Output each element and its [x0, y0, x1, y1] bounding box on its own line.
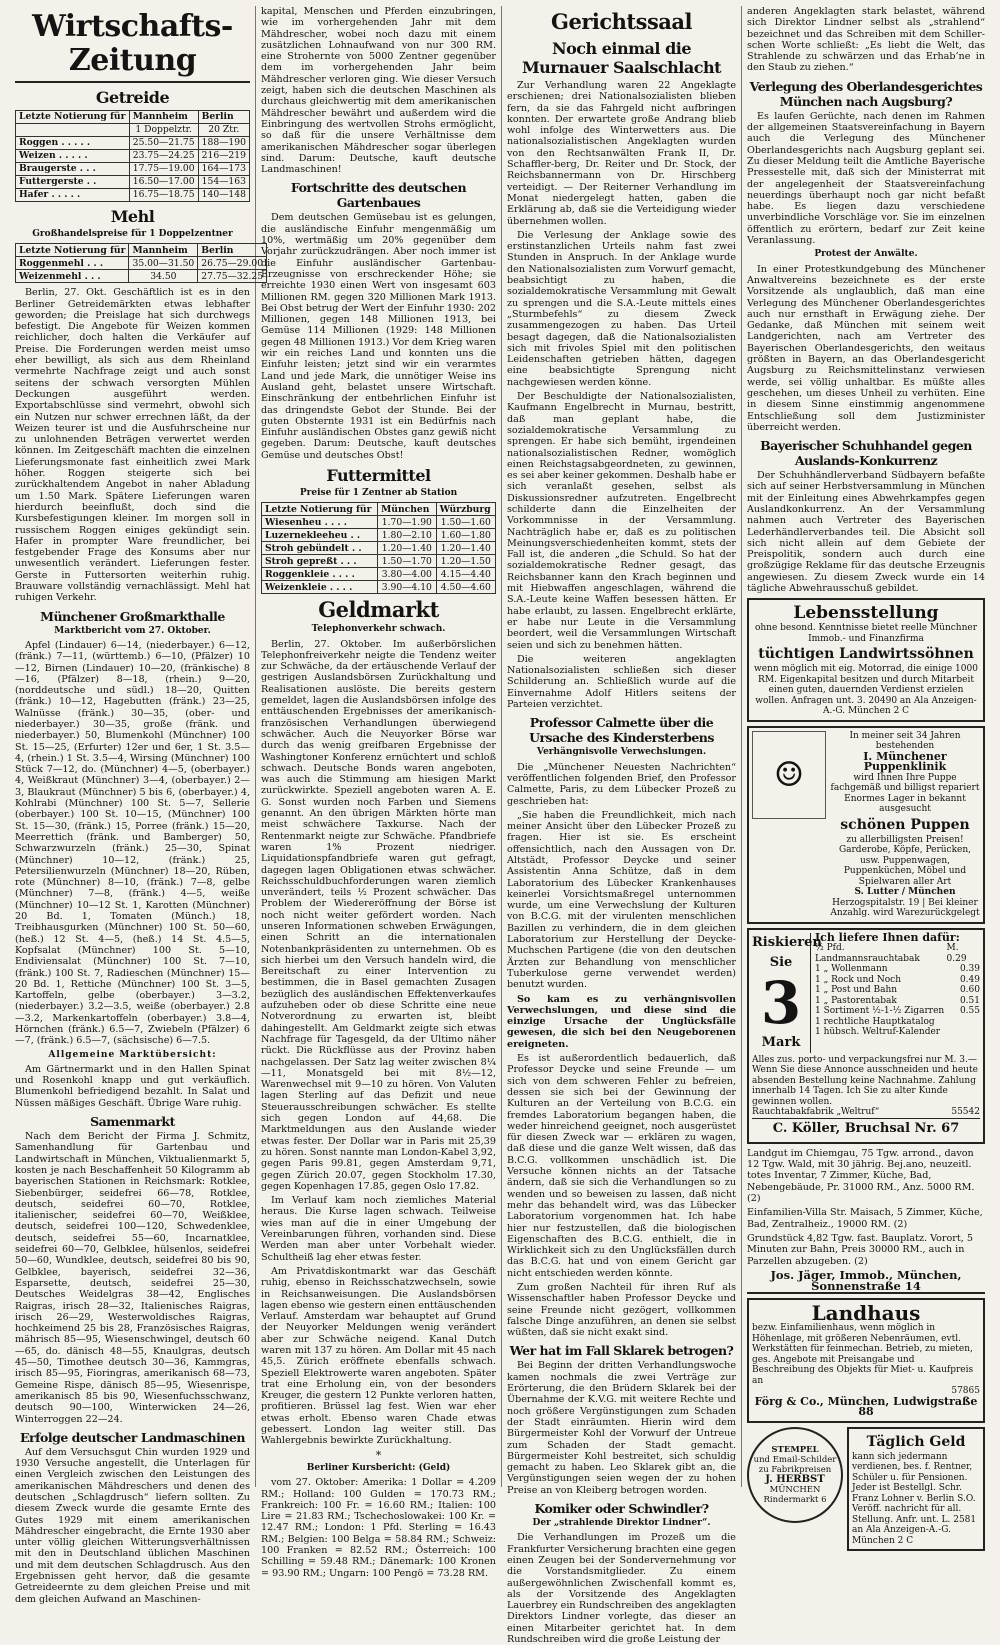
- oberlandesgericht-heading: Verlegung des Oberlandesgerichtes München nach Augsburg?: [749, 78, 983, 109]
- lindner-text: Die Verhandlungen im Prozeß um die Frankfurter Versicherung brachten eine gegen einen Zeugen bei der Sondervernehmung vor die Vorstandsmitglieder. Zu einem außergewöhnlichen Zwischenfall kommt es, als der Vorsitzende des Angeklagten Lauerbrey ein Rundschreiben des angeklagten Direktors Lindner vorlegte, das dieser an einen Mitarbeiter gerichtet hat. In dem Rundschreiben wird die große Leistung der: [507, 1532, 736, 1645]
- ad-left-1: Riskieren: [752, 934, 822, 950]
- list-item: 1 Sortiment ½-1-½ Zigarren 0.55: [815, 1006, 980, 1017]
- ad-firm: Förg & Co., München, Ludwigstraße 88: [754, 1394, 978, 1419]
- column-4: [742, 6, 990, 1546]
- mehl-subheading: Großhandelspreise für 1 Doppelzentner: [32, 229, 233, 239]
- column-2: [256, 6, 502, 1579]
- lindner-subheading: Der „strahlende Direktor Lindner“.: [532, 1518, 711, 1529]
- list-item: ½ Pfd. Landmannsrauchtabak M. 0.29: [815, 943, 967, 964]
- calmette-text-5: Zum großen Nachteil für ihren Ruf als Wissenschaftler haben Professor Deycke und seine Freunde nicht gezögert, vollkommen falsche Dinge anzuführen, an denen sie selbst wüßten, daß sie nicht exakt sind.: [507, 1281, 736, 1339]
- getreide-table: [15, 110, 250, 202]
- table-row: Luzerneklееheu . . 1.80—2.10 1.60—1.80: [262, 529, 496, 542]
- list-item: 1 rechtliche Hauptkatalog: [815, 1016, 935, 1027]
- ad-line: zu allerbilligsten Preisen! Garderobe, Köpfe, Perücken, usw. Puppenwagen, Puppenküchen, Möbel und Spielwaren aller Art: [838, 834, 972, 887]
- ad-top: In meiner seit 34 Jahren bestehenden: [849, 730, 961, 752]
- geldmarkt-text-2: Im Verlauf kam noch ziemliches Material heraus. Die Kurse lagen schwach. Teilweise wies man auf die in einer Umgebung der Vereinbarungen führen, vorhanden sind. Diese Werden man aber unter Vorbehalt wieder. Schultheiß lag eher etwas fester.: [261, 1195, 496, 1263]
- table-row: Roggenmehl . . . 35.00—31.50 26.75—29.00: [16, 257, 267, 270]
- sklarek-text: Bei Beginn der dritten Verhandlungswoche kamen nochmals die zwei Verträge zur Erörterung, die den Brüdern Sklarek bei der Übernahme der K.V.G. mit weitere Rechte und noch größere Vergünstigungen zum Schaden der Stadt einräumten. Hierin wird dem Bürgermeister Kohl der Vorwurf der Untreue zum Schaden der Stadt gemacht. Bürgermeister Kohl bestreitet, sich schuldig gemacht zu haben. Leo Sklarek gibt an, die Vergünstigungen seien wegen der zu hohen Preise an von Kleiberg betrogen worden.: [507, 1360, 736, 1496]
- calmette-text-2: „Sie haben die Freundlichkeit, mich nach meiner Ansicht über den Lübecker Prozeß zu fragen. Hier ist sie. Es erscheint offensichtlich, nach den Aussagen von Dr. Altstädt, Professor Deycke und seiner Assistentin Anna Schütze, daß in dem Laboratorium des Lübecker Krankenhauses keinerlei Vorsichtsmaßregel unternommen wurde, um eine Verwechslung der Kulturen von B.C.G. mit der virulenten menschlichen Bazillen zu verhindern, die in dem gleichen Laboratorium zur Herstellung der Deycke-Muchschen Partigene (die von den deutschen Ärzten zur Behandlung von menschlicher Tuberkulose gerne verwendet werden) benutzt wurden.: [507, 809, 736, 991]
- table-row: Roggen . . . . . 25.50—21.75 188—190: [16, 137, 250, 150]
- table-row: Stroh gebündelt . . 1.20—1.40 1.20—1.40: [262, 542, 496, 555]
- classified-einfamilienvilla: Einfamilien-Villa Str. Maisach, 5 Zimmer, Küche, Bad, Zentralheiz., 19000 RM. (2): [747, 1207, 983, 1230]
- ad-headline: tüchtigen Landwirtssöhnen: [758, 646, 974, 663]
- calmette-text: Die „Münchener Neuesten Nachrichten“ veröffentlichen folgenden Brief, den Professor Calmette, Paris, zu dem Lübecker Prozeß zu geschrieben hat:: [507, 761, 736, 807]
- protest-title: Protest der Anwälte.: [814, 249, 918, 260]
- divider: [15, 81, 250, 83]
- calmette-subheading: Verhängnisvolle Verwechslungen.: [536, 747, 707, 758]
- list-item: 1 hübsch. Weltruf-Kalender: [815, 1027, 941, 1038]
- table-header: Letzte Notierung für Mannheim Berlin: [16, 111, 250, 124]
- berlin-report: Berlin, 27. Okt. Geschäftlich ist es in den Berliner Getreidemärkten etwas lebhafter geworden; die Preislage hat sich durchwegs befestigt. Die Angebote für Weizen kommen reichlicher, doch halten die Verkäufer auf Preise. Die Forderungen werden meist umso eher bewilligt, als sich aus dem Rheinland vermehrte Nachfrage zeigt und auch sonst seitens der schwach versorgten Mühlen Deckungen ausgeführt werden. Exportabschlüsse sind vermehrt, obwohl sich ein Nutzen nur schwer errechnen läßt, da der Weizen teurer ist und die Ausfuhrscheine nur zu unlohnenden Beträgen verwertet werden können. Im Zeitgeschäft machten die einzelnen Lieferungsmonate fast einheitlich zwei Mark höher. Roggen steigerte sich bei zurückhaltendem Angebot in naher Abladung um 1.50 Mark. Spätere Lieferungen waren hierdurch beeinflußt, doch sind die Kursbefestigungen kleiner. Im morgen soll in russischem Roggen einiges gekündigt sein. Hafer in prompter Ware freundlicher, bei festgebender Frage des Konsums aber nur unwesentlich verändert. Lieferungen fester. Gerste in Futtersorten weiterhin ruhig. Brauware vollständig vernachlässigt. Mehl hat ruhigen Verkehr.: [15, 287, 250, 604]
- murnau-text-3: Der Beschuldigte der Nationalsozialisten, Kaufmann Engelbrecht in Murnau, bestritt, daß man geplant habe, die sozialdemokratische Versammlung zu sprengen. Er habe sich bemüht, irgendeinen nationalsozialistischen Redner, womöglich einen Reichstagsabgeordneten, zu gewinnen, es sei aber keiner gekommen. Deshalb habe er sich veranlaßt gesehen, selbst als Diskussionsredner aufzutreten. Engelbrecht schilderte dann die Einzelheiten der Vorkommnisse in der Versammlung. Nachträglich habe er, daß es zu politischen Meinungsverschiedenheiten kommt, stets der Fall ist, die anderen „die Schuld. So hat der sozialdemokratische Redner gesagt, das Reichsbanner kann den Krach beginnen und mit Hiebwaffen angeschlagen, während die S.A.-Leute keine Waffen besessen hätten. Er habe erlaubt, zu lassen. Engelbrecht erklärte, er habe nur Leute in die Versammlung beordert, weil die Versammlungen Wirtschaft seien und sich zu benehmen hätten.: [507, 391, 736, 651]
- ad-left-4: Mark: [761, 1034, 801, 1050]
- table-row: Weizenmehl . . . 34.50 27.75—32.25: [16, 270, 267, 283]
- ad-puppenklinik: [747, 726, 985, 924]
- ad-body: wenn möglich mit eig. Motorrad, die einige 1000 RM. Eigenkapital besitzen und durch Mitarbeit einen guten, dauernden Verdienst erzielen wollen. Anfragen unt. 3. 20490 an Ala Anzeigen-A.-G. München 2 C: [754, 664, 978, 717]
- kursbericht-title: Berliner Kursbericht: (Geld): [306, 1462, 451, 1473]
- ad-body: bezw. Einfamilienhaus, wenn möglich in Höhenlage, mit größeren Nebenräumen, evtl. Werkstätten für feinmechan. Betrieb, zu mieten, ges. Angebote mit Preisangabe und Beschreibung des Objekts für Miet- u. Kaufpreis an: [752, 1323, 974, 1386]
- ad-title: Täglich Geld: [866, 1433, 966, 1450]
- sklarek-heading: Wer hat im Fall Sklarek betrogen?: [509, 1343, 734, 1359]
- geldmarkt-subheading: Telephonverkehr schwach.: [311, 624, 446, 635]
- geldmarkt-heading: Geldmarkt: [318, 597, 439, 623]
- murnau-title: Noch einmal die Murnauer Saalschlacht: [521, 39, 722, 77]
- masthead: Wirtschafts-Zeitung: [32, 9, 233, 78]
- ad-left-3: 3: [760, 968, 802, 1037]
- ad-small-text: ohne besond. Kenntnisse bietet reelle Münchner Immob.- und Finanzfirma: [754, 623, 978, 644]
- table-row: Weizenkleie . . . . 3.90—4.10 4.50—4.60: [262, 581, 496, 594]
- samenmarkt-heading: Samenmarkt: [90, 1114, 175, 1130]
- column-3: [502, 6, 742, 1645]
- ad-firm: Rauchtabakfabrik „Weltruf“: [752, 1107, 880, 1118]
- stempel-seal-ad: STEMPEL und Email-Schilder zu Fabrikpreisen J. HERBST MÜNCHEN Rindermarkt 6: [747, 1427, 843, 1523]
- mehl-heading: Mehl: [110, 207, 155, 226]
- ad-riskieren: [747, 928, 985, 1144]
- ad-footer: Alles zus. porto- und verpackungsfrei nur M. 3.— Wenn Sie diese Annonce ausschneiden und heute absenden Bestellung keine Nachnahme. Zahlung innerhalb 14 Tagen. Ich Sie zu alter Kunde gewinnen wollen.: [752, 1054, 978, 1107]
- geldmarkt-text-3: Am Privatdiskontmarkt war das Geschäft ruhig, ebenso in Reichsschatzwechseln, sowie in Reichsanweisungen. Die Auslandsbörsen lagen ebenso wie gestern einen enttäuschenden Verlauf. Amsterdam war behauptet auf Grund der Neuyorker Meldungen wenig verändert aber zur Schwäche neigend. Kanal Dutch waren mit 137 zu hören. Am Dollar mit 45 nach 45,5. Zürich eröffnete ebenfalls schwach. Speziell Elektrowerte waren angeboten. Später trat eine Erholung ein, von der besonders Kreuger, die gestern 12 Punkte verloren hatten, profitieren. Brüssel lag fest. Wien war eher etwas erholt. Ebenso waren Chade etwas gebessert. London lag weiter still. Das Wahlergebnis bewirkte Zurückhaltung.: [261, 1265, 496, 1447]
- gerichtssaal-heading: Gerichtssaal: [551, 9, 692, 34]
- murnau-text-4: Die weiteren angeklagten Nationalsozialisten schließen sich dieser Schilderung an. Schließlich wurde auf die Einvernahme Adolf Hitlers seitens der Parteien verzichtet.: [507, 653, 736, 711]
- lindner-heading: Komiker oder Schwindler?: [534, 1501, 709, 1517]
- landmaschinen-text: Auf dem Versuchsgut Chin wurden 1929 und 1930 Versuche angestellt, die Unterlagen für einen Vergleich zwischen den Leistungen des amerikanischen Mähdreschers und denen des deutschen „Schlagdrusch“ liefern sollten. Zu diesem Zweck wurde die gesamte Ernte des Gutes 1929 mit einem amerikanischen Mähdrescher eingebracht, die Ernte 1930 aber unter völlig gleichen Witterungsverhältnissen mit den in Deutschland üblichen Maschinen und mit dem deutschen Schlagdrusch. Aus den Ergebnissen geht hervor, daß die gesamte Getreideernte zu dem gleichen Preise und mit dem gleichen Aufwand an Maschinen-: [15, 1446, 250, 1605]
- ad-line: wird Ihnen Ihre Puppe fachgemäß und billigst repariert: [830, 772, 980, 794]
- classified-agent: Jos. Jäger, Immob., München, Sonnenstraße 14: [747, 1270, 985, 1295]
- table-row: Futtergerste . . 16.50—17.00 154—163: [16, 176, 250, 189]
- overview-title: Allgemeine Marktübersicht:: [48, 1049, 217, 1060]
- futtermittel-subheading: Preise für 1 Zentner ab Station: [299, 487, 458, 498]
- list-item: 1 „ Wollenmann 0.39: [815, 964, 980, 975]
- futtermittel-table: [261, 502, 496, 594]
- ad-left-2: Sie: [769, 954, 793, 970]
- ad-address: Herzogspitalstr. 19 | Bei kleiner Anzahlg. wird Warezurückgelegt: [830, 897, 980, 919]
- calmette-text-4: Es ist außerordentlich bedauerlich, daß Professor Deycke und seine Freunde — um sich von dem schweren Fehler zu befreien, dessen sie sich bei der Gewinnung der Kulturen an der Verteilung von B.C.G. ein fremdes Laboratorium begangen haben, die weder hinreichend geeignet, noch ausgerüstet für diesen Zweck war — erklären zu wagen, daß diese und die ganze Welt wissen, daß das B.C.G. vollkommen unschädlich ist. Die Versuche können nichts an der Tatsache ändern, daß sie sich die Verhandlungen so zu wenden und so beweisen zu lassen, daß nicht mehr das behandelt wird, was das Lübecker Laboratorium vorgenommen hat. Ich habe hier nur festzustellen, daß die biologischen Eigenschaften des B.C.G. enthielt, die in Wirklichkeit sich zu den Unglücksfällen durch das B.C.G. hat und von einem Gericht gar nicht entschieden werden könnte.: [507, 1053, 736, 1279]
- ad-body: kann sich jedermann verdienen, bes. f. Rentner, Schüler u. für Pensionen. Jeder ist Bestellgl. Schr. Franz Lohner v. Berlin S.O. Veröff. nachricht für all. Stellung. Anfr. unt. L. 2581 an Ala Anzeigen-A.-G. München 2 C: [852, 1451, 977, 1546]
- table-row: 1 Doppelztr. 20 Ztr.: [16, 124, 250, 137]
- oberlandesgericht-text: Es laufen Gerüchte, nach denen im Rahmen der allgemeinen Staatsvereinfachung in Bayern auch die Verlegung des Münchener Oberlandesgerichts nach Augsburg geplant sei. Zu dieser Meldung teilt die Amtliche Bayerische Pressestelle mit, daß sich der Ministerrat mit der angelegenheit der Staatsvereinfachung neuerdings überhaupt noch gar nicht befaßt habe. Es liegen dazu verschiedene unverbindliche Vorschläge vor. Sie im einzelnen öffentlich zu erörtern, bedarf zur Zeit keine Veranlassung.: [747, 110, 985, 247]
- newspaper-page: [10, 6, 990, 1645]
- ad-address: C. Köller, Bruchsal Nr. 67: [752, 1118, 980, 1139]
- schuhhandel-text: Der Schuhhändlerverband Südbayern befaßte sich auf seiner Herbstversammlung in München mit der Einleitung eines Abwehrkampfes gegen Auslandkonkurrenz. An der Versammlung nahmen auch Vertreter des Bayerischen Lederhändlerverbandes teil. Die Absicht soll sich nicht allein auf dem Gebiete der Preispolitik, sondern auch durch eine großzügige Reklame für das deutsche Erzeugnis angewiesen. Zu diesem Zweck wurde ein 14 tägliche Abwehrausschuß gebildet.: [747, 470, 985, 595]
- samenmarkt-text: Nach dem Bericht der Firma J. Schmitz, Samenhandlung für Gartenbau und Landwirtschaft in München, Viktualienmarkt 5, kosten je nach Beschaffenheit 50 Kilogramm ab bayerischen Stationen in Reichsmark: Rotklee, Siebenbürger, seidefrei 66—78, Rotklee, deutsch, seidefrei 60—70, Rotklee, italienischer, seidefrei 60—70, Weißklee, deutsch, seidefrei 100—120, Schwedenklee, deutsch, seidefrei 55—60, Incarnatklee, seidefrei 60—70, Gelbklee, hülsenlos, seidefrei 50—60, Wundklee, deutsch, seidefrei 80 bis 90, Gelbklee, bayerisch, seidefrei 32—36, Esparsette, deutsch, seidefrei 25—30, Deutsches Weidelgras 38—42, Englisches Raigras, irisch 28—32, Italienisches Raigras, irisch 26—29, Westerwoldisches Raigras, hochkeimend 25 bis 28, Französisches Raigras, mährisch 85—95, Wiesenschwingel, deutsch 60—65, do. dänisch 48—55, Knaulgras, deutsch 45—50, Timothee deutsch 30—36, Kammgras, irisch 85—95, Fioringras, amerikanisch 68—73, Gemeine Rispe, dänisch 85—95, Wiesenrispe, amerikanisch 85 bis 90, Wiesenfuchsschwanz, deutsch 90—100, Winterwicken 24—26, Winterroggen 22—24.: [15, 1131, 250, 1425]
- calmette-text-3: So kam es zu verhängnisvollen Verwechslungen, und diese sind die einzige Ursache der Unglücksfälle gewesen, die sich bei den Neugeborenen ereigneten.: [507, 993, 736, 1050]
- ad-code: 55542: [951, 1107, 980, 1118]
- kursbericht-text: vom 27. Oktober: Amerika: 1 Dollar = 4.209 RM.; Holland: 100 Gulden = 170.73 RM.; Frankreich: 100 Fr. = 16.60 RM.; Italien: 100 Lire = 21.83 RM.; Tschechoslowakei: 100 Kr. = 12.47 RM.; London: 1 Pfd. Sterling = 16.43 RM.; Belgien: 100 Belga = 58.84 RM.; Schweiz: 100 Franken = 82.52 RM.; Österreich: 100 Schilling = 59.48 RM.; Dänemark: 100 Kronen = 93.90 RM.; Ungarn: 100 Pengö = 73.28 RM.: [261, 1477, 496, 1579]
- table-header: Letzte Notierung für München Würzburg: [262, 503, 496, 516]
- table-header: Letzte Notierung für Mannheim Berlin: [16, 244, 267, 257]
- calmette-heading: Professor Calmette über die Ursache des Kindersterbens: [529, 715, 714, 746]
- section-star: *: [375, 1448, 382, 1462]
- table-row: Weizen . . . . . 23.75—24.25 216—219: [16, 150, 250, 163]
- ad-lebensstellung: [747, 598, 985, 722]
- markthalle-text: Apfel (Lindauer) 6—14, (niederbayer.) 6—12, (fränk.) 7—11, (württemb.) 6—10, (Pfälzer) 10—12, Birnen (Lindauer) 10—20, (fränkische) 8—16, (Pfälzer) 8—18, (rhein.) 9—20, (norddeutsche und südl.) 18—20, Quitten (fränk.) 10—12, Hagebutten (fränk.) 23—25, Walnüsse (fränk.) 30—35, (ober- und niederbayer.) 30—35, große (fränk. und niederbayer.) 50, Blumenkohl (Münchner) 100 St. 15—25, (Erfurter) 12er und 6er, 1 St. 3.5—4, (rhein.) 1 St. 3.5—4, Wirsing (Münchner) 100 Stück 7—12, do. (Münchner) 4—5, (oberbayer.) 4, Weißkraut (Münchner) 3—4, (oberbayer.) 2—3, Blaukraut (Münchner) 5 bis 6, (oberbayer.) 4, Kohlrabi (Münchner) 100 St. 5—7, Sellerie (oberbayer.) 100 St. 10—15, (Münchner) 100 St. 15—30, (fränk.) 15, Porree (fränk.) 15—20, Meerrettich (fränk. und Bamberger) 50, Schwarzwurzeln (fränk.) 25—30, Spinat (Münchner) 10—12, (fränk.) 25, Petersilienwurzeln (Münchner) 18—20, Rüben, rote (Münchner) 8—10, (fränk.) 7—8, gelbe (Münchner) 7—8, (fränk.) 4—5, weiße (Münchner) 10—12 St. 1, Karotten (Münchner) 20 Bd. 1, Tomaten (Münch.) 18, Treibhausgurken (Münchner) 100 St. 50—60, (heß.) 12 St. 4—5, (heß.) 14 St. 4.5—5, Kopfsalat (Münchner) 100 St. 5—10, Endiviensalat (Münchner) 100 St. 7—10, (fränk.) 100 St. 7, Radieschen (Münchner) 15—20 Bd. 1, Rettiche (Münchner) 100 St. 3—5, Kartoffeln, gelbe (oberbayer.) 3—3.2, (niederbayer.) 3.2—3.5, weiße (oberbayer.) 2.8—3.2, Markenkartoffeln (oberbayer.) 3.8—4, Hörnchen (fränk.) 6.5—7, Zwiebeln (Pfälzer) 6—7, (fränk.) 6.5—7, (sächsische) 6—7.5.: [15, 639, 250, 1047]
- futtermittel-heading: Futtermittel: [326, 465, 431, 485]
- landmaschinen-heading: Erfolge deutscher Landmaschinen: [20, 1429, 245, 1445]
- ad-right-title: Ich liefere Ihnen dafür:: [815, 930, 960, 944]
- classified-landgut: Landgut im Chiemgau, 75 Tgw. arrond., davon 12 Tgw. Wald, mit 30 jährig. Bej.ano, neuzeitl. totes Inventar, 7 Zimmer, Küche, Bad, Nebengebäude, Pr. 31000 RM., Anz. 5000 RM. (2): [747, 1147, 975, 1205]
- classified-grundstueck: Grundstück 4,82 Tgw. fast. Bauplatz. Vorort, 5 Minuten zur Bahn, Preis 30000 RM., auch in Parzellen abzugeben. (2): [747, 1232, 973, 1267]
- table-row: Roggenkleie . . . . 3.80—4.00 4.15—4.40: [262, 568, 496, 581]
- ad-name: I. Münchener Puppenklinik: [863, 749, 947, 774]
- doll-illustration-icon: ☺: [752, 731, 826, 819]
- lindner-continued: anderen Angeklagten stark belastet, während sich Direktor Lindner selbst als „strahlend“ bezeichnet und das Schreiben mit dem Schiller-schen Worte schließt: „Es liebt die Welt, das Strahlende zu schwärzen und das Erhab’ne in den Staub zu ziehen.“: [747, 6, 985, 74]
- ad-headline: schönen Puppen: [840, 816, 970, 833]
- list-item: 1 „ Rock und Noch 0.49: [815, 974, 980, 985]
- protest-text: In einer Protestkundgebung des Münchener Anwaltvereins bezeichnete es der erste Vorsitzende als unglaublich, daß man eine Verlegung des Münchener Oberlandesgerichtes auch nur ernsthaft in Erwägung ziehe. Der Gedanke, daß München mit seinem weit Landgerichten, nach am Vertreter des Bayerischen Oberlandesgerichts, den weitaus größten in Bayern, an das Oberlandesgericht Augsburg zu Reichsmittelinstanz verwiesen werde, sei völlig unhaltbar. Es müßte alles geschehen, um dieses Unheil zu verhüten. Eine in diesem Sinne einstimmig angenommene Entschließung soll dem Justizminister überreicht werden.: [747, 263, 985, 433]
- ad-title: Lebensstellung: [793, 603, 939, 624]
- ad-landhaus: [747, 1298, 985, 1423]
- column-1: [10, 6, 264, 1605]
- landmaschinen-continued: kapital, Menschen und Pferden einzubringen, wie im vorhergehenden Jahr mit dem Mähdrescher, wobei noch dazu mit einem zusätzlichen Lohnaufwand von nur 300 RM. eine Strohernte von 5000 Zentner gegenüber dem im vorhergehenden Jahr beim Mähdrescher verloren ging. Wie dieser Versuch zeigt, haben sich die deutschen Maschinen als durchaus gleichwertig mit dem amerikanischen Mähdrescher bewährt und außerdem wird die Einbringung des wertvollen Strohs ermöglicht, so daß für die unsere Verhältnisse dem amerikanischen Mähdrescher sogar überlegen sind. Darum: Deutsche, kauft deutsche Landmaschinen!: [261, 6, 496, 176]
- gartenbau-text: Dem deutschen Gemüsebau ist es gelungen, die ausländische Einfuhr mengenmäßig um 10%, wertmäßig um 20% gegenüber dem Vorjahr zurückzudrängen. Aber noch immer ist die Einfuhr ausländischer Gartenbau-Erzeugnisse von erschreckender Höhe; sie erreichte 1930 einen Wert von insgesamt 603 Millionen RM. gegen 320 Millionen Mark 1913. Bei Obst betrug der Wert der Einfuhr 1930: 202 Millionen, gegen 148 Millionen 1913, bei Gemüse 114 Millionen (1929: 148 Millionen gegen 48 Millionen 1913.) Vor dem Krieg waren wir ein reiches Land und konnten uns die Einfuhr leisten; jetzt sind wir ein verarmtes Land und jede Mark, die unnötiger Weise ins Ausland geht, belastet unsere Wirtschaft. Einschränkung der entbehrlichen Einfuhr ist das dringendste Gebot der Stunde. Bei der guten Obsternte 1931 ist ein Bedürfnis nach Einfuhr ausländischen Obstes ganz gewiß nicht gegeben. Darum: Deutsche, kauft deutsches Gemüse und deutsches Obst!: [261, 212, 496, 461]
- gartenbau-heading: Fortschritte des deutschen Gartenbaues: [290, 180, 467, 211]
- ad-title: Landhaus: [811, 1301, 921, 1326]
- table-row: Wiesenheu . . . . 1.70—1.90 1.50—1.60: [262, 516, 496, 529]
- getreide-heading: Getreide: [95, 88, 170, 107]
- overview-text: Am Gärtnermarkt und in den Hallen Spinat und Rosenkohl knapp und gut verkäuflich. Blumenkohl befriedigend bezahlt. In Salat und Nüssen mäßiges Geschäft. Übrige Ware ruhig.: [15, 1063, 250, 1109]
- table-row: Stroh gepreßt . . . 1.50—1.70 1.20—1.50: [262, 555, 496, 568]
- table-row: Hafer . . . . . 16.75—18.75 140—148: [16, 189, 250, 202]
- list-item: 1 „ Pastorentabak 0.51: [815, 995, 980, 1006]
- ad-code: 57865: [951, 1386, 980, 1397]
- murnau-text: Zur Verhandlung waren 22 Angeklagte erschienen; drei Nationalsozialisten blieben fern, da sie das Fahrgeld nicht aufbringen konnten. Der erwartete große Andrang blieb wohl infolge des Winterwetters aus. Die nationalsozialistischen Angeklagten wurden von den Rechtsanwälten Frank II, Dr. Schaffler-berg, Dr. Reiter und Dr. Stock, der Reichsbannermann von Dr. Hirschberg verteidigt. — Der Reiterner Verhandlung im Monat niedergelegt hatten, gaben die Erklärung ab, daß sie die Verteidigung wieder übernehmen wollen.: [507, 80, 736, 227]
- list-item: 1 „ Post und Bahn 0.60: [815, 985, 980, 996]
- mehl-table: [15, 243, 267, 283]
- geldmarkt-text: Berlin, 27. Oktober. Im außerbörslichen Telephonfreiverkehr neigte die Tendenz weiter zur Schwäche, da der ertäuschende Verlauf der gestrigen Auslandsbörsen Zurückhaltung und Realisationen auslöste. Die bereits gestern gemeldet, lagen die Auslandsbörsen infolge des enttäuschenden Ergebnisses der amerikanisch-französischen Verhandlungen überwiegend schwächer. Auch die Neuyorker Börse war durch das wenig greifbaren Ergebnisse der Washingtoner Konferenz ernüchtert und schloß schwach. Deutsche Bonds waren angeboten, was auch die Stimmung am hiesigen Markt zurückwirkte. Speziell angeboten waren A. E. G. Sonst wurden noch Farben und Siemens genannt. An den übrigen Märkten hörte man meist schwächere Taxkurse. Nach der Rentenmarkt neigte zur Schwäche. Pfandbriefe waren 1% Prozent niedriger. Liquidationspfandbriefe waren gut gefragt, dagegen lagen Obligationen etwas schwächer. Reichsschuldbuchforderungen waren ziemlich unverändert, teils ½ Prozent schwächer. Das Problem der Wiedereröffnung der Börse ist noch nicht weiter gefördert worden. Nach unseren Informationen schweben Erwägungen, einen Schritt an die internationalen Notenbankpräsidenten zu unternehmen. Ob es sich hierbei um den Versuch handeln wird, die Bereitschaft zu einer Intervention zu bestimmen, die in Basel gemachten Zusagen bezüglich des ausländischen Effektenverkaufes aufzuheben oder ob diese Schritte eine neue Notverordnung zu erwarten ist, bleibt dahingestellt. Am Geldmarkt zeigte sich etwas Nachfrage für Tagesgeld, da der Ultimo näher rückt. Die Rückflüsse aus der Provinz haben nachgelassen. Der Satz lag weiter zwischen 8¼—11, Monatsgeld bei mit 8½—12, Warenwechsel mit 9—10 zu hören. Von Valuten lagen Sterling auf das Defizit und neue Steuerausschreibungen schwächer. Es stellte sich gegen London auf 44,68. Die Marktmeldungen aus den Auslande wieder etwas fester. Der Dollar war in Paris mit 25,39 zu hören. Sonst nannte man London-Kabel 3,92, gegen Paris 99.81, gegen Amsterdam 9,71, gegen Zürich 20.07, gegen Stockholm 17.30, gegen Kopenhagen 17.85, gegen Oslo 17.82.: [261, 638, 496, 1192]
- ad-owner: S. Lutter / München: [854, 887, 956, 898]
- table-row: Braugerste . . . 17.75—19.00 164—173: [16, 163, 250, 176]
- murnau-text-2: Die Verlesung der Anklage sowie des erstinstanzlichen Urteils nahm fast zwei Stunden in Anspruch. In der Anklage wurde den Nationalsozialisten zum Vorwurf gemacht, beabsichtigt zu haben, die sozialdemokratische Versammlung mit Gewalt zu sprengen und die S.A.-Leute mittels eines „Sturmbefehls“ zu diesem Zweck zusammengezogen zu haben. Das Urteil besagt dagegen, daß die Nationalsozialisten sich mit frivoles Spiel mit den politischen Leidenschaften getrieben hätten, dagegen eine beabsichtigte Sprengung nicht nachgewiesen werden könne.: [507, 229, 736, 388]
- ad-line: Enormes Lager in bekannt ausgesucht: [844, 793, 966, 815]
- schuhhandel-heading: Bayerischer Schuhhandel gegen Auslands-Konkurrenz: [760, 438, 972, 469]
- markthalle-heading: Münchener Großmarkthalle: [40, 608, 225, 624]
- ad-taeglich-geld: [847, 1427, 985, 1552]
- markthalle-subheading: Marktbericht vom 27. Oktober.: [54, 625, 211, 636]
